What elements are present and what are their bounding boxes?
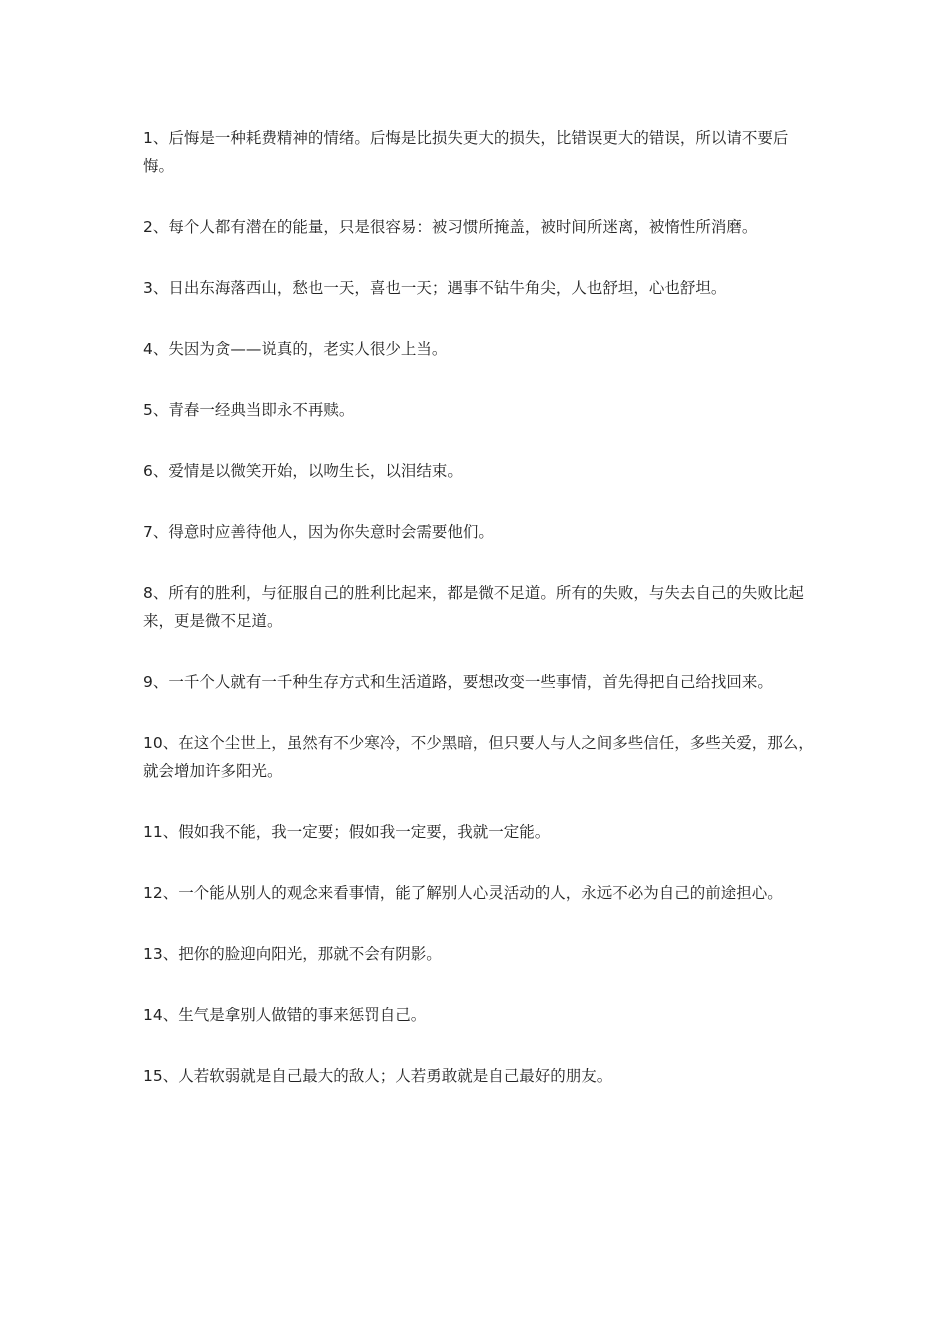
paragraph-12: 12、一个能从别人的观念来看事情，能了解别人心灵活动的人，永远不必为自己的前途担心。 [143, 884, 783, 902]
paragraph-13: 13、把你的脸迎向阳光，那就不会有阴影。 [143, 945, 442, 963]
paragraph-7: 7、得意时应善待他人，因为你失意时会需要他们。 [143, 523, 494, 541]
paragraph-5: 5、青春一经典当即永不再赎。 [143, 401, 355, 419]
paragraph-14: 14、生气是拿别人做错的事来惩罚自己。 [143, 1006, 427, 1024]
paragraph-15: 15、人若软弱就是自己最大的敌人；人若勇敢就是自己最好的朋友。 [143, 1067, 613, 1085]
document-body [143, 124, 815, 1123]
paragraph-1: 1、后悔是一种耗费精神的情绪。后悔是比损失更大的损失，比错误更大的错误，所以请不要后悔。 [143, 129, 789, 175]
paragraph-3: 3、日出东海落西山，愁也一天，喜也一天；遇事不钻牛角尖，人也舒坦，心也舒坦。 [143, 279, 727, 297]
paragraph-10: 10、在这个尘世上，虽然有不少寒冷，不少黑暗，但只要人与人之间多些信任，多些关爱，那么，就会增加许多阳光。 [143, 734, 814, 780]
paragraph-6: 6、爱情是以微笑开始，以吻生长，以泪结束。 [143, 462, 463, 480]
paragraph-8: 8、所有的胜利，与征服自己的胜利比起来，都是微不足道。所有的失败，与失去自己的失败比起来，更是微不足道。 [143, 584, 804, 630]
paragraph-11: 11、假如我不能，我一定要；假如我一定要，我就一定能。 [143, 823, 551, 841]
paragraph-2: 2、每个人都有潜在的能量，只是很容易：被习惯所掩盖，被时间所迷离，被惰性所消磨。 [143, 218, 758, 236]
paragraph-4: 4、失因为贪——说真的，老实人很少上当。 [143, 340, 448, 358]
paragraph-9: 9、一千个人就有一千种生存方式和生活道路，要想改变一些事情，首先得把自己给找回来。 [143, 673, 773, 691]
